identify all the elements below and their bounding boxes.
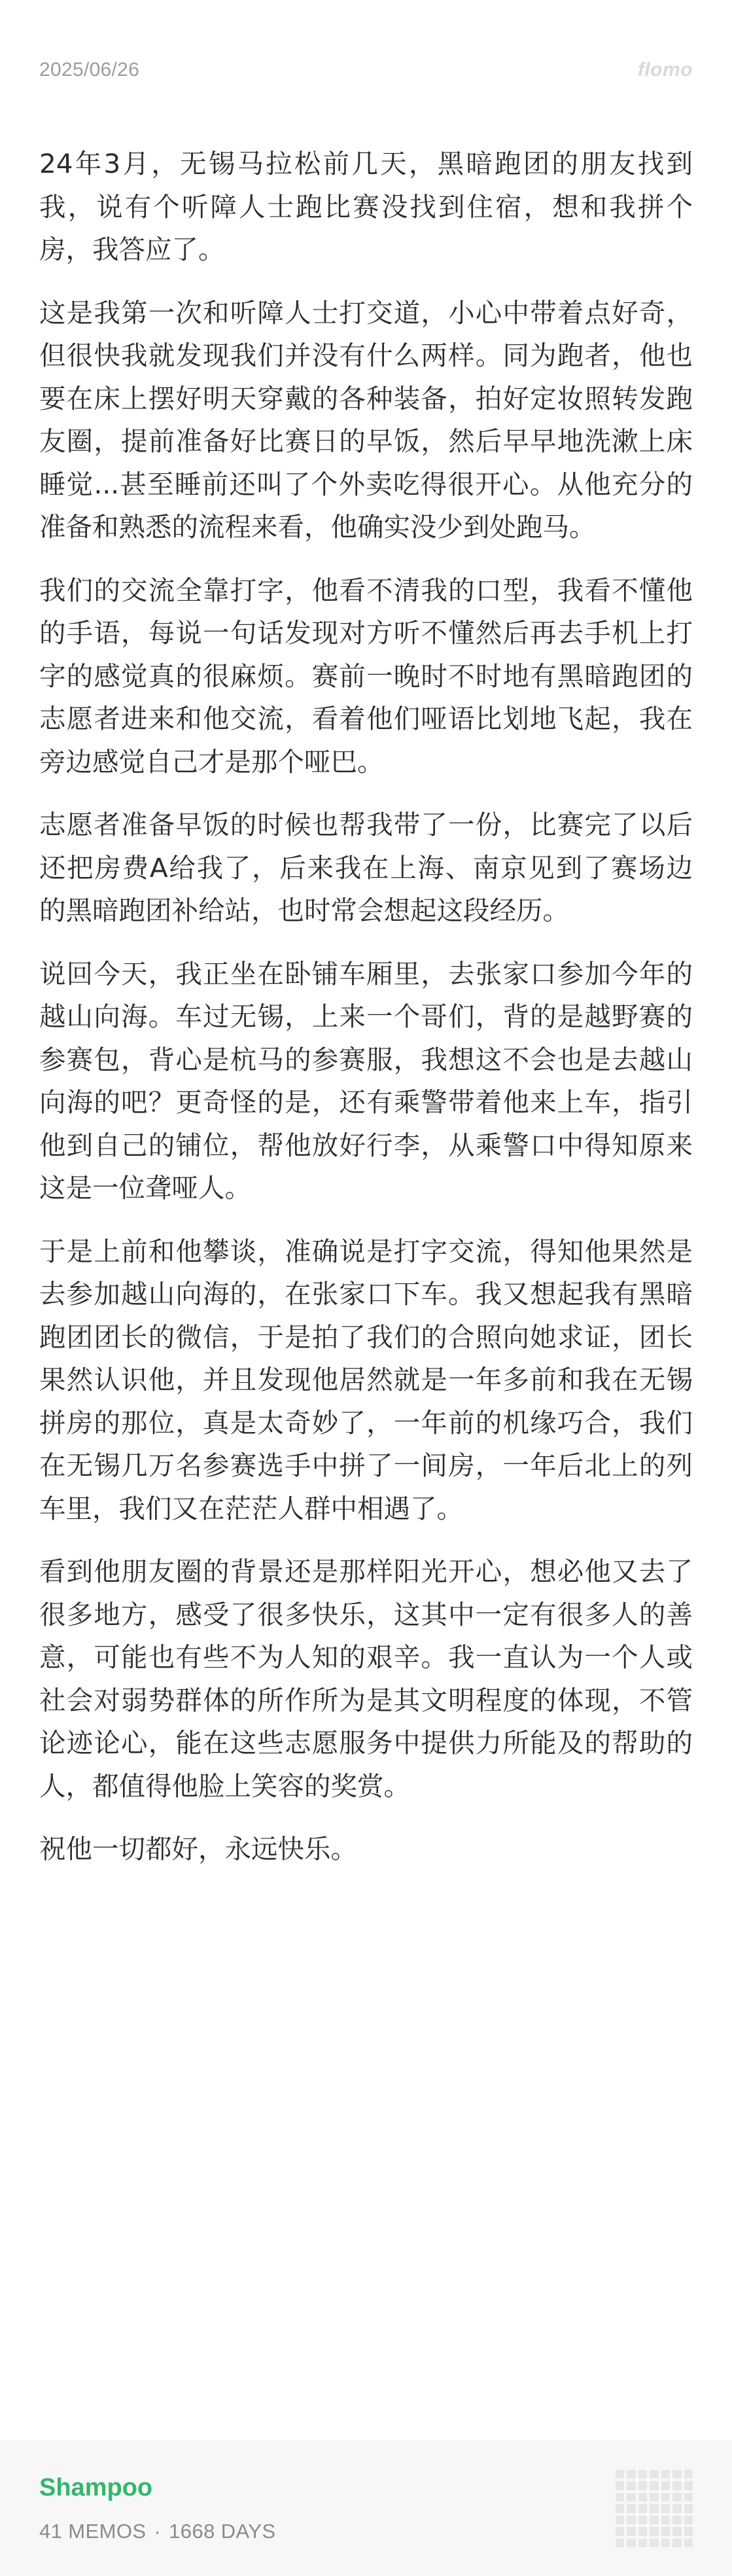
qr-code-icon (616, 2470, 693, 2547)
memo-paragraph: 志愿者准备早饭的时候也帮我带了一份，比赛完了以后还把房费A给我了，后来我在上海、南京见到了赛场边的黑暗跑团补给站，也时常会想起这段经历。 (39, 809, 693, 926)
memo-footer (0, 2440, 732, 2576)
memo-paragraph: 这是我第一次和听障人士打交道，小心中带着点好奇，但很快我就发现我们并没有什么两样。同为跑者，他也要在床上摆好明天穿戴的各种装备，拍好定妆照转发跑友圈，提前准备好比赛日的早饭，然后早早地洗漱上床睡觉...甚至睡前还叫了个外卖吃得很开心。从他充分的准备和熟悉的流程来看，他确实没少到处跑马。 (39, 296, 693, 543)
flomo-logo: flomo (637, 59, 693, 80)
memo-content (39, 143, 693, 1891)
memo-paragraph: 祝他一切都好，永远快乐。 (39, 1833, 357, 1865)
day-count: 1668 DAYS (169, 2520, 276, 2543)
memo-paragraph: 我们的交流全靠打字，他看不清我的口型，我看不懂他的手语，每说一句话发现对方听不懂然后再去手机上打字的感觉真的很麻烦。赛前一晚时不时地有黑暗跑团的志愿者进来和他交流，看着他们哑语比划地飞起，我在旁边感觉自己才是那个哑巴。 (39, 574, 693, 778)
author-stats (39, 2520, 275, 2543)
memo-paragraph: 于是上前和他攀谈，准确说是打字交流，得知他果然是去参加越山向海的，在张家口下车。我又想起我有黑暗跑团团长的微信，于是拍了我们的合照向她求证，团长果然认识他，并且发现他居然就是一年多前和我在无锡拼房的那位，真是太奇妙了，一年前的机缘巧合，我们在无锡几万名参赛选手中拼了一间房，一年后北上的列车里，我们又在茫茫人群中相遇了。 (39, 1235, 693, 1524)
author-name: Shampoo (39, 2474, 153, 2501)
memo-paragraph: 说回今天，我正坐在卧铺车厢里，去张家口参加今年的越山向海。车过无锡，上来一个哥们，背的是越野赛的参赛包，背心是杭马的参赛服，我想这不会也是去越山向海的吧？更奇怪的是，还有乘警带着他来上车，指引他到自己的铺位，帮他放好行李，从乘警口中得知原来这是一位聋哑人。 (39, 957, 693, 1204)
memo-header (39, 54, 693, 86)
memo-date: 2025/06/26 (39, 59, 140, 80)
memo-paragraph: 看到他朋友圈的背景还是那样阳光开心，想必他又去了很多地方，感受了很多快乐，这其中一定有很多人的善意，可能也有些不为人知的艰辛。我一直认为一个人或社会对弱势群体的所作所为是其文明程度的体现，不管论迹论心，能在这些志愿服务中提供力所能及的帮助的人，都值得他脸上笑容的奖赏。 (39, 1556, 693, 1802)
memo-paragraph: 24年3月，无锡马拉松前几天，黑暗跑团的朋友找到我，说有个听障人士跑比赛没找到住宿，想和我拼个房，我答应了。 (39, 148, 693, 265)
memo-count: 41 MEMOS (39, 2520, 147, 2543)
stats-separator: · (154, 2520, 162, 2543)
